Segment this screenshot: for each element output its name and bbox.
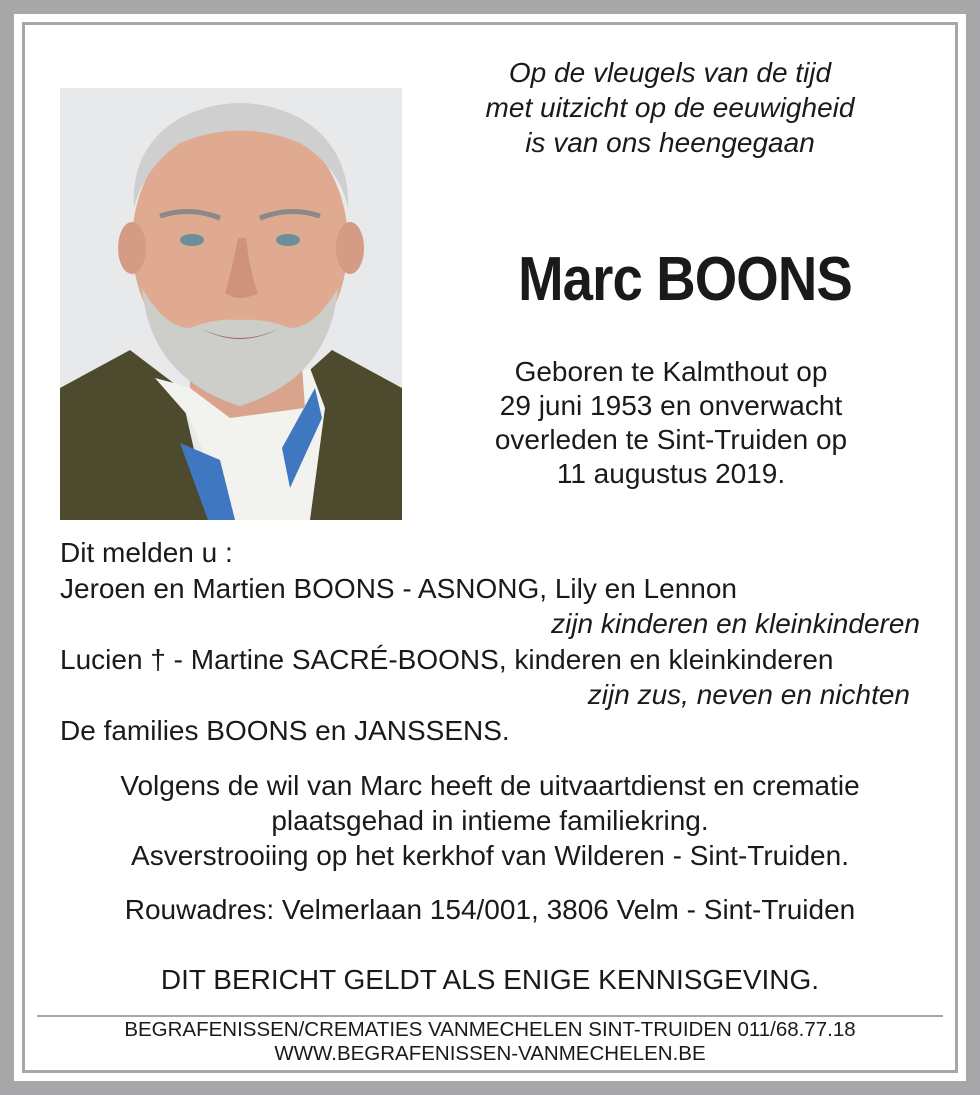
- family-notice: [60, 535, 920, 748]
- funeral-home-footer: [40, 1018, 940, 1066]
- service-line: Asverstrooiing op het kerkhof van Wilderen - Sint-Truiden.: [131, 840, 849, 871]
- deceased-name: Marc BOONS: [518, 245, 852, 314]
- poem: [440, 55, 900, 160]
- born-line: 29 juni 1953 en onverwacht: [499, 390, 843, 421]
- born-line: 11 augustus 2019.: [556, 458, 786, 489]
- closing-statement: DIT BERICHT GELDT ALS ENIGE KENNISGEVING.: [160, 964, 820, 995]
- service-info: [40, 768, 940, 873]
- mourning-address: Rouwadres: Velmerlaan 154/001, 3806 Velm - Sint-Truiden: [124, 894, 856, 925]
- family-line-sister: Lucien † - Martine SACRÉ-BOONS, kinderen en kleinkinderen: [60, 643, 834, 675]
- funeral-home-website[interactable]: WWW.BEGRAFENISSEN-VANMECHELEN.BE: [274, 1042, 706, 1065]
- relation-sister: zijn zus, neven en nichten: [587, 679, 910, 710]
- family-line-families: De families BOONS en JANSSENS.: [60, 714, 510, 746]
- service-line: plaatsgehad in intieme familiekring.: [271, 805, 709, 836]
- birth-death-details: [440, 355, 902, 491]
- family-line-children: Jeroen en Martien BOONS - ASNONG, Lily en Lennon: [60, 572, 737, 604]
- poem-line: is van ons heengegaan: [525, 127, 815, 158]
- poem-line: Op de vleugels van de tijd: [508, 57, 832, 88]
- notice-intro: Dit melden u :: [60, 537, 233, 568]
- funeral-home-name: BEGRAFENISSEN/CREMATIES VANMECHELEN SINT-TRUIDEN 011/68.77.18: [124, 1018, 856, 1041]
- portrait-illustration: [60, 88, 402, 520]
- service-line: Volgens de wil van Marc heeft de uitvaartdienst en crematie: [120, 770, 860, 801]
- poem-line: met uitzicht op de eeuwigheid: [485, 92, 855, 123]
- relation-children: zijn kinderen en kleinkinderen: [551, 608, 920, 639]
- portrait-photo: [60, 88, 402, 520]
- born-line: overleden te Sint-Truiden op: [494, 424, 848, 455]
- born-line: Geboren te Kalmthout op: [514, 356, 828, 387]
- footer-divider: [37, 1015, 943, 1017]
